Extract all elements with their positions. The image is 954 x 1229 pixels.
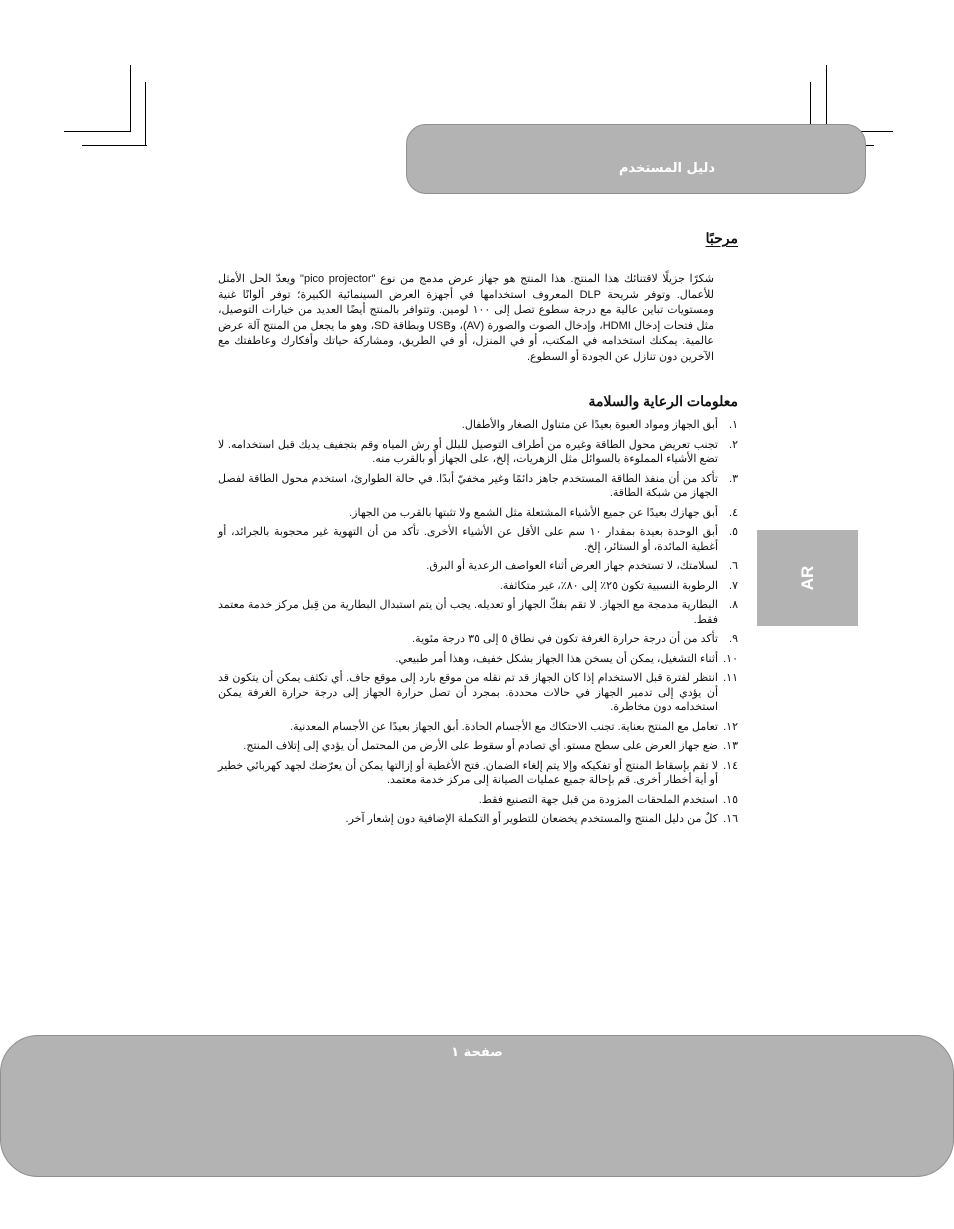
item-text: البطارية مدمجة مع الجهاز. لا تقم بفكّ الجهاز أو تعديله. يجب أن يتم استبدال البطارية من قِبل مركز خدمة معتمد فقط. — [218, 599, 718, 626]
item-number: ١. — [729, 419, 738, 431]
welcome-heading: مرحبًا — [705, 230, 738, 246]
list-item — [218, 559, 738, 574]
item-number: ١٥. — [723, 793, 738, 806]
item-number: ٤. — [729, 506, 738, 519]
safety-heading: معلومات الرعاية والسلامة — [588, 393, 738, 409]
list-item — [218, 652, 738, 667]
item-number: ٩. — [729, 633, 738, 645]
item-text: أبق الوحدة بعيدة بمقدار ١٠ سم على الأقل عن الأشياء الأخرى. تأكد من أن التهوية غير محجوبة بالجرائد، أو أغطية المائدة، أو الستائر، إلخ. — [218, 526, 718, 553]
list-item — [218, 525, 738, 554]
item-text: أبق جهازك بعيدًا عن جميع الأشياء المشتعلة مثل الشمع ولا تثبتها بالقرب من الجهاز. — [349, 506, 718, 519]
footer-bar — [0, 1035, 954, 1177]
item-number: ١٢. — [723, 720, 738, 733]
header-title: دليل المستخدم — [619, 161, 715, 176]
list-item — [218, 472, 738, 501]
item-number: ٢. — [729, 438, 738, 451]
list-item — [218, 671, 738, 715]
list-item — [218, 720, 738, 735]
item-text: ضع جهاز العرض على سطح مستو. أي تصادم أو سقوط على الأرض من المحتمل أن يؤدي إلى إتلاف المنتج. — [243, 740, 718, 752]
item-number: ١٤. — [723, 759, 738, 772]
page-number: صفحة ١ — [451, 1045, 503, 1060]
crop-mark — [82, 145, 147, 146]
list-item — [218, 418, 738, 433]
main-content — [218, 230, 738, 832]
safety-list — [218, 418, 738, 827]
item-number: ١٦. — [723, 813, 738, 825]
language-tab-label: AR — [797, 565, 817, 591]
list-item — [218, 812, 738, 827]
item-text: تجنب تعريض محول الطاقة وغيره من أطراف التوصيل للبلل أو رش المياه وقم بتجفيف يديك قبل استخدامه. لا تضع الأشياء المملوءة بالسوائل مثل الزهريات، إلخ، على الجهاز أو بالقرب منه. — [218, 438, 718, 465]
item-number: ١٣. — [723, 740, 738, 752]
list-item — [218, 579, 738, 594]
item-number: ١١. — [723, 672, 738, 684]
welcome-paragraph: شكرًا جزيلًا لاقتنائك هذا المنتج. هذا المنتج هو جهاز عرض مدمج من نوع "pico projector" ويعدّ الحل الأمثل للأعمال. وتوفر شريحة DLP المعروف استخدامها في أجهزة العرض السينمائية الكبيرة؛ توفر ألوانًا غنية ومستويات تباين عالية مع درجة سطوع تصل إلى ١٠٠ لومين. وتتوافر بالمنتج أيضًا العديد من خيارات التوصيل، مثل فتحات إدخال HDMI، وإدخال الصوت والصورة (AV)، وUSB وبطاقة SD، وهو ما يجعل من المنتج آلة عرض عالمية. يمكنك استخدامه في المكتب، أو في المنزل، أو في الطريق، ومشاركة حياتك وأفكارك وعاطفتك مع الآخرين دون تنازل عن الجودة أو السطوع. — [218, 273, 714, 363]
list-item — [218, 759, 738, 788]
crop-mark — [130, 65, 131, 132]
item-number: ٨. — [729, 599, 738, 611]
item-text: انتظر لفترة قبل الاستخدام إذا كان الجهاز قد تم نقله من موقع بارد إلى موقع جاف. أي تكثف يمكن أن يتكون قد أن يؤدي إلى تدمير الجهاز في حالات محددة. بمجرد أن تصل حرارة الجهاز إلى درجة حرارة الغرفة يمكن استخدامه دون مخاطرة. — [218, 672, 718, 713]
item-number: ٧. — [729, 579, 738, 592]
item-text: الرطوبة النسبية تكون ٢٥٪ إلى ٨٠٪، غير متكاثفة. — [499, 579, 718, 592]
list-item — [218, 739, 738, 754]
list-item — [218, 632, 738, 647]
crop-mark — [826, 65, 827, 132]
item-number: ٣. — [729, 472, 738, 485]
item-text: تعامل مع المنتج بعناية. تجنب الاحتكاك مع الأجسام الحادة. أبق الجهاز بعيدًا عن الأجسام المعدنية. — [290, 720, 718, 733]
item-text: كلٌ من دليل المنتج والمستخدم يخضعان للتطوير أو التكملة الإضافية دون إشعار آخر. — [345, 813, 718, 825]
header-banner — [406, 124, 866, 194]
item-number: ٥. — [729, 526, 738, 538]
item-text: تأكد من أن درجة حرارة الغرفة تكون في نطاق ٥ إلى ٣٥ درجة مئوية. — [412, 633, 718, 645]
crop-mark — [64, 131, 131, 132]
list-item — [218, 506, 738, 521]
crop-mark — [145, 82, 146, 146]
language-tab — [757, 530, 858, 626]
item-number: ٦. — [729, 560, 738, 572]
item-text: أبق الجهاز ومواد العبوة بعيدًا عن متناول الصغار والأطفال. — [461, 419, 718, 431]
item-text: تأكد من أن منفذ الطاقة المستخدم جاهز دائمًا وغير مخفيّ أبدًا. في حالة الطوارئ، استخدم محول الطاقة لفصل الجهاز من شبكة الطاقة. — [218, 472, 718, 499]
item-text: استخدم الملحقات المزودة من قبل جهة التصنيع فقط. — [478, 793, 718, 806]
item-text: لسلامتك، لا تستخدم جهاز العرض أثناء العواصف الرعدية أو البرق. — [426, 560, 718, 572]
list-item — [218, 793, 738, 808]
list-item — [218, 438, 738, 467]
item-number: ١٠. — [723, 652, 738, 665]
item-text: لا تقم بإسقاط المنتج أو تفكيكه وإلا يتم إلغاء الضمان. فتح الأغطية أو إزالتها يمكن أن يعرّضك لجهد كهربائي خطير أو أية أخطار أخرى. قم بإحالة جميع عمليات الصيانة إلى مركز خدمة معتمد. — [218, 759, 718, 786]
list-item — [218, 598, 738, 627]
item-text: أثناء التشغيل، يمكن أن يسخن هذا الجهاز بشكل خفيف، وهذا أمر طبيعي. — [395, 652, 718, 665]
